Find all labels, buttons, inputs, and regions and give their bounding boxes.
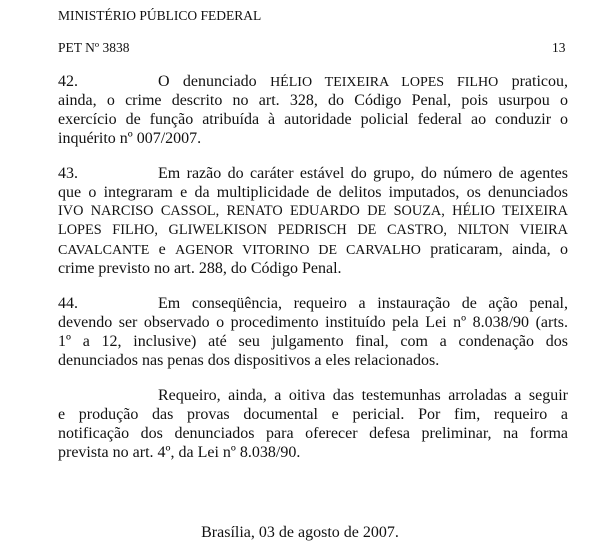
defendant-names-line: IVO NARCISO CASSOL, RENATO EDUARDO DE SOUZA, HÉLIO TEIXEIRA	[58, 203, 568, 219]
paragraph-line: exercício de função atribuída à autoridade policial federal ao conduzir o	[58, 111, 568, 128]
paragraph-line: notificação dos denunciados para oferecer defesa preliminar, na forma	[58, 425, 568, 442]
paragraph-line	[58, 240, 568, 259]
paragraph-line: inquérito nº 007/2007.	[58, 130, 202, 147]
defendant-names-line: LOPES FILHO, GLIWELKISON PEDRISCH DE CASTRO, NILTON VIEIRA	[58, 222, 568, 238]
defendant-name: CAVALCANTE	[58, 243, 150, 258]
closing-date: Brasília, 03 de agosto de 2007.	[201, 524, 399, 541]
case-number: PET Nº 3838	[58, 40, 130, 55]
paragraph-line: 1º a 12, inclusive) até seu julgamento final, com a condenação dos	[58, 333, 568, 350]
paragraph-line: devendo ser observado o procedimento instituído pela Lei nº 8.038/90 (arts.	[58, 314, 568, 331]
paragraph-line: ainda, o crime descrito no art. 328, do Código Penal, pois usurpou o	[58, 92, 568, 109]
text-run: praticou,	[498, 73, 568, 90]
defendant-name: AGENOR VITORINO DE CARVALHO	[175, 243, 421, 258]
paragraph-line: denunciados nas penas dos dispositivos a eles relacionados.	[58, 352, 440, 369]
paragraph-line: Requeiro, ainda, a oitiva das testemunhas arroladas a seguir	[158, 387, 568, 404]
paragraph-number: 42.	[58, 73, 78, 90]
paragraph-line: prevista no art. 4º, da Lei nº 8.038/90.	[58, 444, 301, 461]
text-run: praticaram, ainda, o	[420, 241, 569, 258]
paragraph-line: Em razão do caráter estável do grupo, do número de agentes	[158, 165, 568, 182]
paragraph-line: crime previsto no art. 288, do Código Penal.	[58, 260, 342, 277]
paragraph-line	[158, 72, 568, 92]
institution-header: MINISTÉRIO PÚBLICO FEDERAL	[58, 8, 262, 23]
defendant-name: HÉLIO TEIXEIRA LOPES FILHO	[270, 75, 499, 90]
text-run: e	[149, 241, 176, 258]
paragraph-line: Em conseqüência, requeiro a instauração de ação penal,	[158, 295, 568, 312]
page-number: 13	[552, 40, 566, 55]
paragraph-number: 44.	[58, 295, 78, 312]
paragraph-line: e produção das provas documental e pericial. Por fim, requeiro a	[58, 406, 568, 423]
text-run: O denunciado	[158, 73, 271, 90]
paragraph-number: 43.	[58, 165, 78, 182]
paragraph-line: que o integraram e da multiplicidade de delitos imputados, os denunciados	[58, 184, 568, 201]
